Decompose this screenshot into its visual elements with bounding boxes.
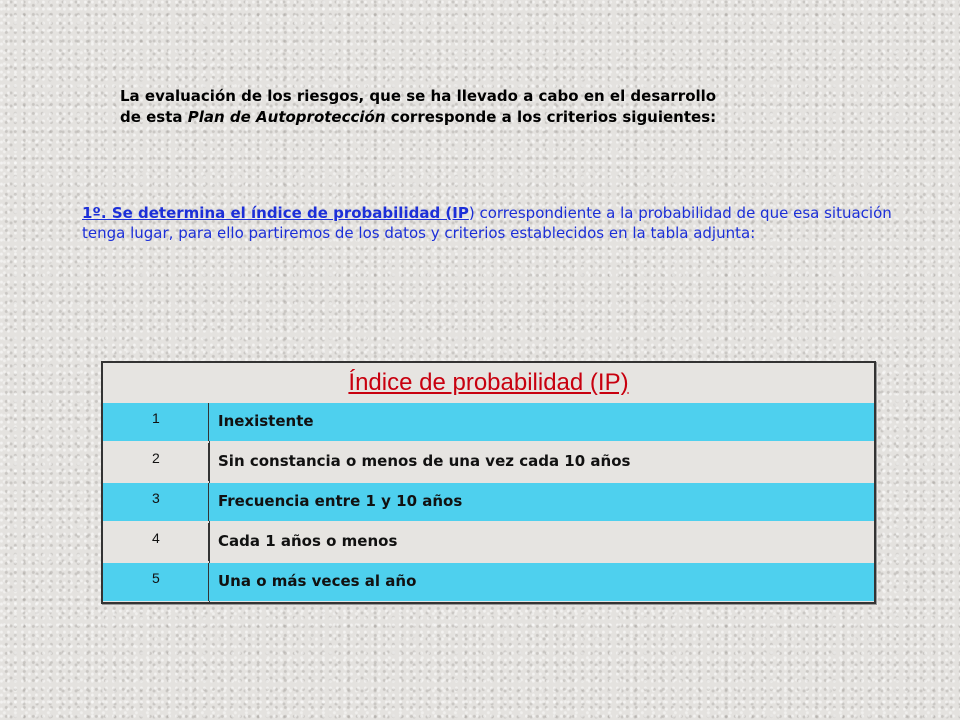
row-number: 1 [103,403,209,441]
intro-line-2-end: corresponde a los criterios siguientes: [385,108,717,126]
table-row [103,483,874,521]
table-row [103,523,874,561]
probability-table [101,361,876,604]
table-row [103,403,874,441]
row-description: Una o más veces al año [218,572,417,590]
row-number: 4 [103,523,209,561]
plan-name: Plan de Autoprotección [187,108,386,126]
table-row [103,443,874,481]
intro-line-1: La evaluación de los riesgos, que se ha llevado a cabo en el desarrollo [120,87,717,105]
row-number: 3 [103,483,209,521]
row-description: Inexistente [218,412,314,430]
row-description: Frecuencia entre 1 y 10 años [218,492,463,510]
intro-line-2-start: de esta [120,108,188,126]
row-description: Sin constancia o menos de una vez cada 10 años [218,452,631,470]
step-rest: ) correspondiente a la probabilidad de que esa situación tenga lugar, para ello partiremos de los datos y criterios establecidos en la tabla adjunta: [82,204,892,242]
row-number: 5 [103,563,209,601]
intro-paragraph [120,86,880,128]
step-paragraph [82,203,932,243]
row-description: Cada 1 años o menos [218,532,398,550]
step-lead: 1º. Se determina el índice de probabilidad (IP [82,204,469,222]
table-row [103,563,874,601]
table-title: Índice de probabilidad (IP) [348,369,629,396]
row-number: 2 [103,443,209,481]
